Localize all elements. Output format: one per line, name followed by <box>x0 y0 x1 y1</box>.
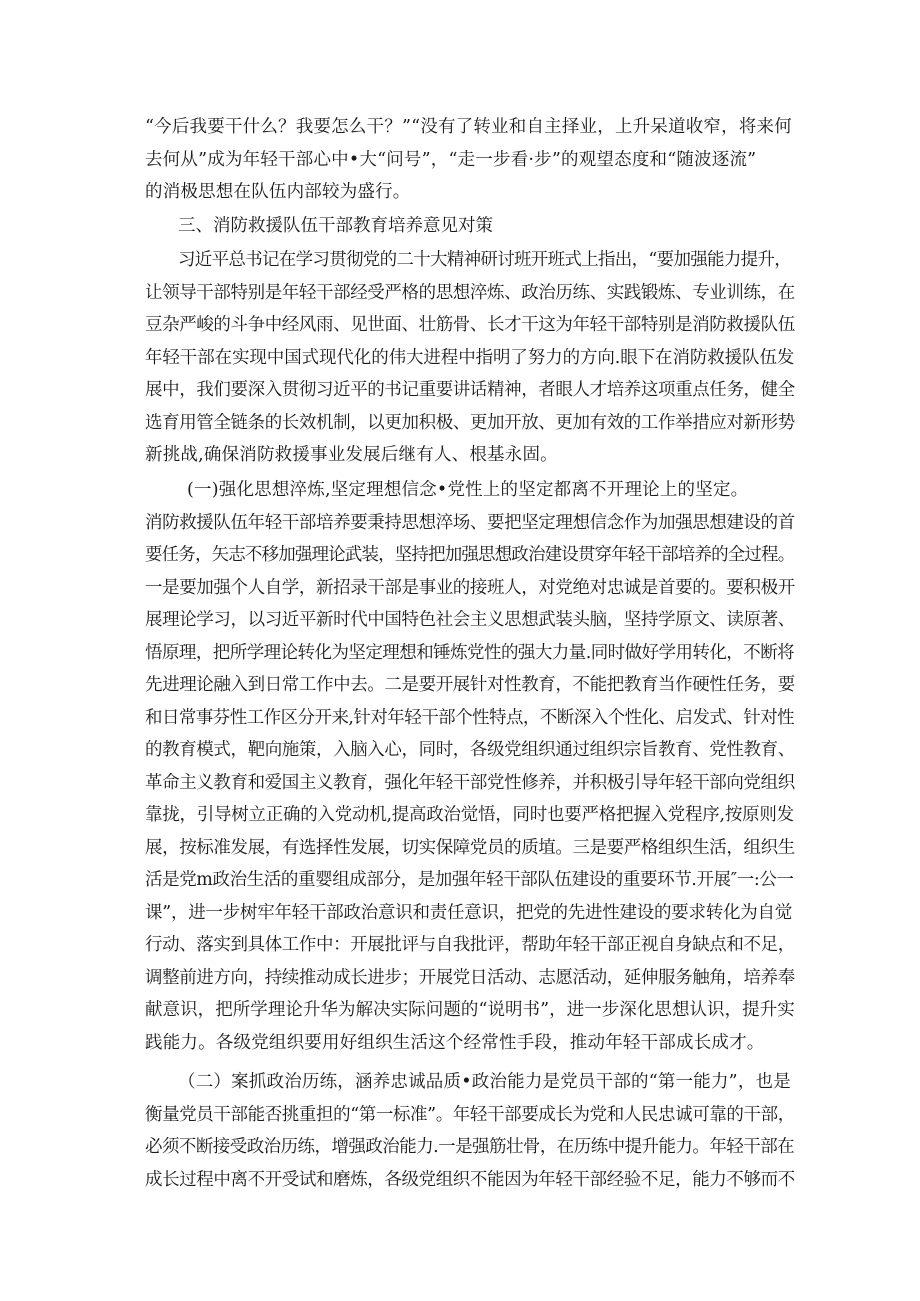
text-line: 选育用管全链条的长效机制，以更加积极、更加开放、更加有效的工作举措应对新形势 <box>145 412 795 433</box>
paragraph-confusion <box>145 111 795 209</box>
text-line: 和日常事芬性工作区分开来,针对年轻干部个性特点，不断深入个性化、启发式、针对性 <box>145 707 795 728</box>
text-line: 活是党m政治生活的重婴组成部分，是加强年轻干部队伍建设的重要环节.开展″一:公一 <box>145 870 794 890</box>
text-line: 的教育模式，靶向施策，入脑入心，同时，各级党组织通过组织宗旨教育、党性教育、 <box>145 740 795 760</box>
text-line: 要任务，矢志不移加强理论武装，坚持把加强思想政治建设贯穿年轻干部培养的全过程。 <box>145 545 795 565</box>
text-line: 年轻干部在实现中国式现代化的伟大进程中指明了努力的方向.眼下在消防救援队伍发 <box>145 347 795 368</box>
text-line: 靠拢，引导树立正确的入党动机,提高政治觉悟，同时也要严格把握入党程序,按原则发 <box>145 805 794 825</box>
text-line: 革命主义教育和爱国主义教育，强化年轻干部党性修养，并积极引导年轻干部向党组织 <box>145 772 795 793</box>
text-line: 去何从”成为年轻干部心中•大“问号”，“走一步看·步”的观望态度和“随波逐流” <box>145 149 757 170</box>
paragraph-thought-tempering <box>145 474 795 1059</box>
text-line: 的消极思想在队伍内部较为盛行。 <box>145 182 411 202</box>
text-line: 悟原理，把所学理论转化为坚定理想和锤炼党性的强大力量.同时做好学用转化，不断将 <box>145 642 795 663</box>
subsection-heading-1: (一)强化思想淬炼,坚定理想信念•党性上的坚定都离不开理论上的坚定。 <box>187 480 749 500</box>
text-line: 践能力。各级党组织要用好组织生活这个经常性手段，推动年轻干部成长成才。 <box>145 1032 765 1053</box>
text-line: 豆杂严峻的斗争中经风雨、见世面、壮筋骨、长才干这为年轻干部特别是消防救援队伍 <box>145 315 795 335</box>
text-line: 献意识，把所学理论升华为解决实际问题的“说明书”，进一步深化思想认识，提升实 <box>145 1000 795 1020</box>
text-line: 行动、落实到具体工作中：开展批评与自我批评，帮助年轻干部正视自身缺点和不足， <box>145 935 795 955</box>
text-line: 展，按标准发展，有选择性发展，切实保障党员的质埴。三是要严格组织生活，组织生 <box>145 837 795 858</box>
text-line: 新挑战,确保消防救援事业发展后继有人、根基永固。 <box>145 445 558 465</box>
text-line: 习近平总书记在学习贯彻党的二十大精神研讨班开班式上指出，“要加强能力提升， <box>178 250 792 270</box>
text-line: 衡量党员干部能否挑重担的“第一标准”。年轻干部要成长为党和人民忠诚可靠的干部， <box>145 1104 795 1125</box>
subsection-heading-2: （二）案抓政治历练，涵养忠诚品质•政治能力是党员干部的“第一能力”，也是 <box>178 1072 791 1092</box>
text-line: 一是要加强个人自学，新招录干部是事业的接班人，对党绝对忠诚是首要的。要积极开 <box>145 577 795 598</box>
text-line: 展中，我们要深入贯彻习近平的书记重要讲话精神，者眼人才培养这项重点任务，健全 <box>145 380 795 400</box>
paragraph-political-tempering <box>145 1066 795 1196</box>
paragraph-xi-speech <box>145 244 795 472</box>
text-line: 展理论学习，以习近平新时代中国特色社会主义思想武装头脑，坚持学原文、读原著、 <box>145 610 795 630</box>
text-line: 先进理论融入到日常工作中去。二是要开展针对性教育，不能把教育当作硬性任务，要 <box>145 675 795 695</box>
text-line: 课”，进一步树牢年轻干部政治意识和责任意识，把党的先进性建设的要求转化为自觉 <box>145 902 792 923</box>
text-line: 调整前进方向，持续推动成长进步；开展党日活动、志愿活动，延伸服务触角，培养奉 <box>145 967 795 988</box>
text-line: 消防救援队伍年轻干部培养要秉持思想淬场、要把坚定理想信念作为加强思想建设的首 <box>145 512 795 533</box>
text-line: 必须不断接受政治历练，增强政治能力.一是强筋壮骨，在历练中提升能力。年轻干部在 <box>145 1137 795 1157</box>
text-line: 让领导干部特别是年轻干部经受严格的思想淬炼、政治历练、实践锻炼、专业训练，在 <box>145 282 795 303</box>
section-heading-3: 三、消防救援队伍干部教育培养意见对策 <box>178 216 493 236</box>
text-line: “今后我要干什么？我要怎么干？”“没有了转业和自主择业，上升呆道收窄，将来何 <box>145 117 792 137</box>
text-line: 成长过程中离不开受试和磨炼，各级党组织不能因为年轻干部经验不足，能力不够而不 <box>145 1169 795 1190</box>
